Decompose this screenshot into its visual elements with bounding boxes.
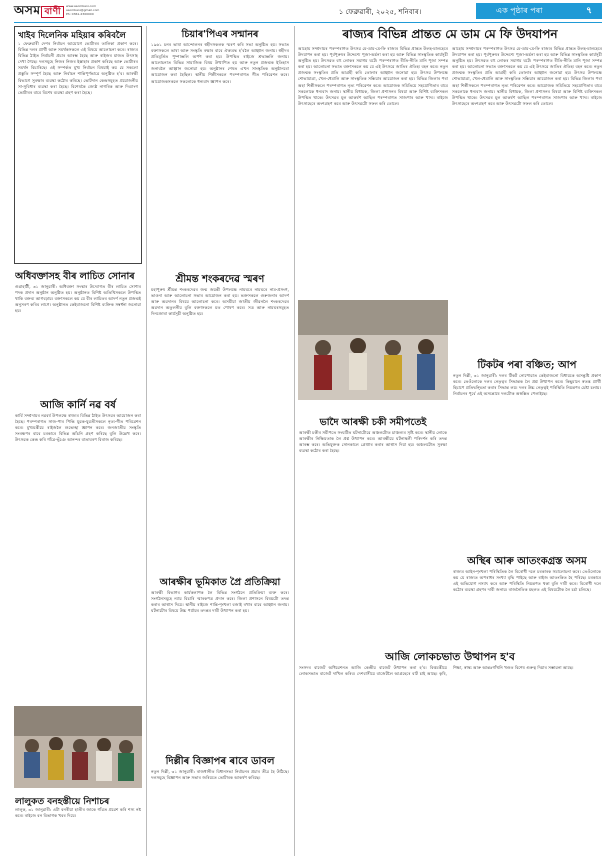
article-a9 (298, 46, 448, 296)
article-a10 (298, 414, 448, 644)
article-a12 (452, 356, 602, 546)
article-body: ১ ফেব্ৰুৱাৰী দেশৰ নিৰ্বাচন আয়োগে ভোটাৰৰ তালিকা প্ৰকাশ কৰে। বিভিন্ন দলৰ প্ৰাৰ্থী আৰু সমৰ্থকসকলে এই বিষয়ে আলোচনা কৰে। ৰাজ্যৰ বিভিন্ন ঠাইত নিৰ্বাচনী প্ৰচাৰ আৰম্ভ হৈছে আৰু ৰাইজৰ মাজত উৎসাহ দেখা গৈছে। দলসমূহে নিজৰ নিজৰ ইস্তাহাৰ প্ৰকাশ কৰিছে আৰু ভোটাৰৰ সমৰ্থন বিচাৰিছে। এই সম্পৰ্কত মুখ্য নিৰ্বাচন বিষয়াই কয় যে সকলো প্ৰস্তুতি সম্পূৰ্ণ হৈছে আৰু নিৰ্বাচন শান্তিপূৰ্ণভাৱে অনুষ্ঠিত হ'ব। আৰক্ষী বিভাগে সুৰক্ষাৰ ব্যৱস্থা কঠোৰ কৰিছে। ভোটদান কেন্দ্ৰসমূহত প্ৰয়োজনীয় সা-সুবিধাৰ ব্যৱস্থা কৰা হৈছে। বিশেষকৈ জ্যেষ্ঠ নাগৰিক আৰু দিব্যাংগ ভোটাৰৰ বাবে বিশেষ ব্যৱস্থা গ্ৰহণ কৰা হৈছে। (18, 41, 138, 95)
article-headline[interactable]: ভাদৈ আৰক্ষী চকী সমীপতেই (319, 417, 427, 428)
page-label: এক পৃষ্ঠাৰ পৰা (496, 6, 543, 15)
event-photo (298, 300, 448, 400)
article-headline[interactable]: টিকটৰ পৰা বঞ্চিত; আপ (477, 360, 577, 371)
column-divider (294, 26, 295, 856)
article-headline[interactable]: আৰক্ষীৰ ভূমিকাত প্ৰৈ প্ৰতিক্ৰিয়া (159, 577, 281, 588)
article-headline[interactable]: অধিবক্তাসহ বীৰ লাচিত সোনাৰ (15, 271, 135, 282)
article-body: ৰাজ্যৰ আইন-শৃংখলা পৰিস্থিতিক লৈ বিৰোধী দলে চৰকাৰক সমালোচনা কৰে। তেওঁলোকে কয় যে ৰাজ্যত অপৰাধৰ সংখ্যা বৃদ্ধি পাইছে আৰু ৰাইজ আতংকিত হৈ পৰিছে। চৰকাৰে এই অভিযোগ নস্যাৎ কৰে আৰু পৰিস্থিতি নিয়ন্ত্ৰণত থকা বুলি দাবী কৰে। বিৰোধী দলে কঠোৰ ব্যৱস্থা গ্ৰহণৰ দাবী জনায়। ৰাজনৈতিক মহলত এই বিষয়টোক লৈ চৰ্চা চলিছে। (453, 569, 601, 593)
article-a2 (14, 268, 142, 394)
article-headline[interactable]: খাইব দিলেনিক মহিয়াৰ কৰিবলৈ (18, 31, 126, 41)
article-body: মহাপুৰুষ শ্ৰীমন্ত শংকৰদেৱৰ জন্ম জয়ন্তী উপলক্ষে নামঘৰে নামঘৰে নাম-প্ৰসংগ, ভাওনা আৰু আলোচনা সভাৰ আয়োজন কৰা হয়। ভক্তসকলে গুৰুজনাৰ আদৰ্শ আৰু অৱদানৰ বিষয়ে আলোচনা কৰে। অসমীয়া জাতীয় জীৱনলৈ শংকৰদেৱৰ অৱদান অতুলনীয় বুলি বক্তাসকলে মত পোষণ কৰে। সত্ৰ আৰু নামঘৰসমূহত দিনজোৰা কাৰ্যসূচী অনুষ্ঠিত হয়। (151, 287, 289, 317)
contact-line: www.asombani.com (66, 4, 97, 8)
article-body: গুৱাহাটী, ৩১ জানুৱাৰী: অধিবক্তা সংস্থাৰ উদ্যোগত বীৰ লাচিত সোণাৰ পদক প্ৰদান অনুষ্ঠান অনুষ্ঠিত হয়। অনুষ্ঠানত বিশিষ্ট অতিথিসকলে উপস্থিত থাকি বক্তব্য আগবঢ়ায়। বক্তাসকলে কয় যে বীৰ লাচিতৰ আদৰ্শ নতুন প্ৰজন্মই অনুসৰণ কৰিব লাগে। অনুষ্ঠানত কেইবাজনো বিশিষ্ট ব্যক্তিক সম্বৰ্ধনা জনোৱা হয়। (15, 284, 141, 314)
lead-headline-wrap (298, 26, 602, 44)
article-headline[interactable]: শ্ৰীমন্ত শংকৰদেৱ স্মৰণ (175, 274, 265, 285)
photo-event-image (298, 300, 448, 400)
article-body: নতুন দিল্লী, ৩১ জানুৱাৰী: ৰাজধানীত বিধানসভা নিৰ্বাচনৰ প্ৰচাৰ তীব্ৰ হৈ উঠিছে। দলসমূহে বিজ্ঞাপন আৰু সভাৰ জৰিয়তে ভোটাৰক আকৰ্ষণ কৰিছে। (151, 769, 289, 781)
article-headline[interactable]: আজি কাৰ্নি নৱ বৰ্ষ (40, 400, 116, 411)
article-body: আহোম সম্প্ৰদায়ৰ পৰম্পৰাগত উৎসৱ মে-ডাম-মে-ফি ৰাজ্যৰ বিভিন্ন প্ৰান্তত উলহ-মালহেৰে উদযাপন কৰা হয়। পূৰ্বপুৰুষৰ উদ্দেশ্যে পূজা-অৰ্চনা কৰা হয় আৰু বিভিন্ন সাংস্কৃতিক কাৰ্যসূচী অনুষ্ঠিত হয়। উৎসৱত বহু লোকৰ সমাগম ঘটে। পৰম্পৰাগত ৰীতি-নীতি মানি পূজা সম্পন্ন কৰা হয়। আলোচনা সভাত বক্তাসকলে কয় যে এই উৎসৱে জাতিৰ ঐতিহ্য বহন কৰে। নতুন প্ৰজন্মক সংস্কৃতিৰ প্ৰতি আগ্ৰহী কৰি তোলাৰ আহ্বান জনোৱা হয়। উৎসৱ উপলক্ষে শোভাযাত্ৰা, খেল-ধেমালি আৰু সাংস্কৃতিক সন্ধিয়াৰ আয়োজন কৰা হয়। বিভিন্ন জিলাৰ পৰা অহা শিল্পীসকলে পৰম্পৰাগত নৃত্য পৰিৱেশন কৰে। আয়োজক সমিতিয়ে সহযোগিতাৰ বাবে সকলোকে ধন্যবাদ জনায়। স্থানীয় বিধায়ক, জিলা প্ৰশাসনৰ বিষয়া আৰু বিশিষ্ট ব্যক্তিসকল উপস্থিত থাকে। উৎসৱৰ মূল আকৰ্ষণ আছিল পৰম্পৰাগত সাজপাৰ আৰু খাদ্য। ৰাইজে উৎসাহেৰে অংশগ্ৰহণ কৰে আৰু উৎসৱটো সফল কৰি তোলে। (452, 46, 602, 106)
article-a8 (150, 752, 290, 856)
contact-line: Ph: 0361-2300000 (66, 12, 94, 16)
article-body: কাৰ্বি সম্প্ৰদায়ৰ নৱবৰ্ষ উপলক্ষে ৰাজ্যৰ বিভিন্ন ঠাইত উৎসৱৰ আয়োজন কৰা হৈছে। পৰম্পৰাগত সাজ-পাৰ পিন্ধি যুৱক-যুৱতীসকলে নৃত্য-গীত পৰিৱেশন কৰে। মুখ্যমন্ত্ৰীয়ে ৰাইজলৈ শুভেচ্ছা জ্ঞাপন কৰে। জনজাতীয় সংস্কৃতি সংৰক্ষণৰ বাবে চৰকাৰে বিভিন্ন আঁচনি গ্ৰহণ কৰিছে বুলি উল্লেখ কৰে। উৎসৱক কেন্দ্ৰ কৰি গাঁৱে-ভূঁঞে আনন্দৰ বাতাবৰণ বিৰাজ কৰিছে। (15, 413, 141, 443)
article-headline[interactable]: আজি লোকচভাত উত্থাপন হ'ব (385, 651, 515, 663)
article-a6 (150, 270, 290, 570)
masthead-rule (14, 22, 602, 23)
article-a3 (14, 396, 142, 696)
article-body: আৰক্ষী চকীৰ সমীপতে সংঘটিত ঘটনাটোৱে অঞ্চলটোত চাঞ্চল্যৰ সৃষ্টি কৰে। স্থানীয় লোকে আৰক্ষীৰ নিষ্ক্ৰিয়তাক লৈ প্ৰশ্ন উত্থাপন কৰে। আৰক্ষীয়ে ঘটনাস্থলী পৰিদৰ্শন কৰি তদন্ত আৰম্ভ কৰে। অভিযুক্তক সোনকালে গ্ৰেপ্তাৰ কৰাৰ আশ্বাস দিয়া হয়। অঞ্চলটোত সুৰক্ষা ব্যৱস্থা কঠোৰ কৰা হৈছে। (299, 430, 447, 454)
article-body: আৰক্ষী বিভাগৰ কাৰ্যকলাপক লৈ বিভিন্ন সংগঠনে প্ৰতিক্ৰিয়া ব্যক্ত কৰে। সংগঠনসমূহে ন্যায় বিচাৰি স্মাৰকপত্ৰ প্ৰদান কৰে। জিলা প্ৰশাসনে বিষয়টো তদন্ত কৰাৰ আশ্বাস দিয়ে। স্থানীয় ৰাইজে শান্তি-শৃংখলা বজাই ৰখাৰ বাবে আহ্বান জনায়। ঘটনাটোৰ বিষয়ে উচ্চ পৰ্যায়ৰ তদন্তৰ দাবী উত্থাপন কৰা হয়। (151, 590, 289, 614)
article-headline[interactable]: চিয়াৰ'পিএৰ সন্মানৰ (181, 29, 259, 40)
logo-text-main: অসম (14, 3, 41, 17)
news-photo (14, 706, 142, 788)
article-a11 (298, 648, 602, 856)
article-body: লালুক, ৩১ জানুৱাৰী: এটা বনৰীয়া হাতীৰ জাকে গাঁৱত প্ৰৱেশ কৰি শস্য নষ্ট কৰে। ৰাইজে বন বিভাগক খবৰ দিয়ে। (15, 807, 141, 819)
newspaper-logo[interactable] (14, 5, 64, 19)
photo-crowd-image (14, 706, 142, 788)
logo-text-accent: বাণী (41, 6, 64, 18)
article-body: আহোম সম্প্ৰদায়ৰ পৰম্পৰাগত উৎসৱ মে-ডাম-মে-ফি ৰাজ্যৰ বিভিন্ন প্ৰান্তত উলহ-মালহেৰে উদযাপন কৰা হয়। পূৰ্বপুৰুষৰ উদ্দেশ্যে পূজা-অৰ্চনা কৰা হয় আৰু বিভিন্ন সাংস্কৃতিক কাৰ্যসূচী অনুষ্ঠিত হয়। উৎসৱত বহু লোকৰ সমাগম ঘটে। পৰম্পৰাগত ৰীতি-নীতি মানি পূজা সম্পন্ন কৰা হয়। আলোচনা সভাত বক্তাসকলে কয় যে এই উৎসৱে জাতিৰ ঐতিহ্য বহন কৰে। নতুন প্ৰজন্মক সংস্কৃতিৰ প্ৰতি আগ্ৰহী কৰি তোলাৰ আহ্বান জনোৱা হয়। উৎসৱ উপলক্ষে শোভাযাত্ৰা, খেল-ধেমালি আৰু সাংস্কৃতিক সন্ধিয়াৰ আয়োজন কৰা হয়। বিভিন্ন জিলাৰ পৰা অহা শিল্পীসকলে পৰম্পৰাগত নৃত্য পৰিৱেশন কৰে। আয়োজক সমিতিয়ে সহযোগিতাৰ বাবে সকলোকে ধন্যবাদ জনায়। স্থানীয় বিধায়ক, জিলা প্ৰশাসনৰ বিষয়া আৰু বিশিষ্ট ব্যক্তিসকল উপস্থিত থাকে। উৎসৱৰ মূল আকৰ্ষণ আছিল পৰম্পৰাগত সাজপাৰ আৰু খাদ্য। ৰাইজে উৎসাহেৰে অংশগ্ৰহণ কৰে আৰু উৎসৱটো সফল কৰি তোলে। (298, 46, 448, 106)
article-body: নতুন দিল্লী, ৩১ জানুৱাৰী: দলৰ টিকট নোপোৱাত কেইবাজনো বিধায়কে অসন্তুষ্টি প্ৰকাশ কৰে। তেওঁলোকে দলৰ নেতৃত্বৰ সিদ্ধান্তক লৈ প্ৰশ্ন উত্থাপন কৰে। কিছুমানে স্বতন্ত্ৰ প্ৰাৰ্থী হিচাপে প্ৰতিদ্বন্দ্বিতা কৰাৰ সিদ্ধান্ত লয়। দলৰ উচ্চ নেতৃত্বই পৰিস্থিতি নিয়ন্ত্ৰণৰ চেষ্টা চলায়। নিৰ্বাচনৰ পূৰ্বে এই অসন্তোষে দলটোক অস্বস্তিত পেলাইছে। (453, 373, 601, 397)
article-headline[interactable]: দিল্লীৰ বিজ্ঞাপৰ ৰাবে ডাবল (165, 756, 275, 767)
article-a1 (14, 26, 142, 264)
contact-line: asombani@gmail.com (66, 8, 100, 12)
column-divider (146, 26, 147, 856)
column-left (14, 26, 142, 856)
article-headline[interactable]: অস্থিৰ আৰু আতংকগ্ৰস্ত অসম (467, 556, 587, 567)
page-number: ৭ (586, 6, 592, 16)
column-right (298, 26, 602, 856)
article-a4 (14, 792, 142, 856)
article-body: ১৯৬১ চনৰ ভাষা আন্দোলনৰ শ্বহীদসকলক স্মৰণ কৰি সভা অনুষ্ঠিত হয়। সভাত বক্তাসকলে ভাষা আৰু সংস্কৃতি ৰক্ষাৰ বাবে ঐক্যবদ্ধ হ'বলৈ আহ্বান জনায়। শ্বহীদৰ প্ৰতিমূৰ্তিত পুষ্পাঞ্জলি অৰ্পণ কৰা হয়। উপস্থিত ৰাইজে শ্ৰদ্ধাঞ্জলি জনায়। আলোচনাত বিভিন্ন সামাজিক বিষয় উত্থাপিত হয় আৰু নতুন প্ৰজন্মক ইতিহাস জনাবলৈ আহ্বান জনোৱা হয়। অনুষ্ঠানৰ শেষত এখন সাংস্কৃতিক অনুষ্ঠানৰো আয়োজন কৰা হৈছিল। স্থানীয় শিল্পীসকলে পৰম্পৰাগত গীত পৰিৱেশন কৰে। আয়োজকসকলে সকলোকে ধন্যবাদ জ্ঞাপন কৰে। (151, 42, 289, 84)
page-continuation-tab (476, 3, 602, 19)
column-middle-left (150, 26, 290, 856)
dateline: ১ ফেব্ৰুৱাৰী, ২০২৫, শনিবাৰ। (338, 8, 422, 16)
article-a13 (452, 552, 602, 652)
lead-headline[interactable]: ৰাজ্যৰ বিভিন্ন প্ৰান্তত মে ডাম মে ফি উদযাপন (342, 27, 558, 41)
article-headline[interactable]: লালুকত বনহস্তীয়ে নিশাচৰ (15, 797, 110, 807)
article-a7 (150, 574, 290, 708)
article-a5 (150, 26, 290, 264)
article-body: সংসদৰ বাজেট অধিৱেশনত আজি কেন্দ্ৰীয় বাজেট উত্থাপন কৰা হ'ব। বিত্তমন্ত্ৰীয়ে লোকসভাত বাজেট দাখিল কৰিব। দেশবাসীয়ে বাজেটলৈ আগ্ৰহেৰে বাট চাই আছে। কৃষি, শিক্ষা, স্বাস্থ্য আৰু আন্তঃগাঁথনি খণ্ডত বিশেষ গুৰুত্ব দিয়াৰ সম্ভাৱনা আছে। (299, 665, 574, 677)
contact-info (66, 4, 122, 16)
